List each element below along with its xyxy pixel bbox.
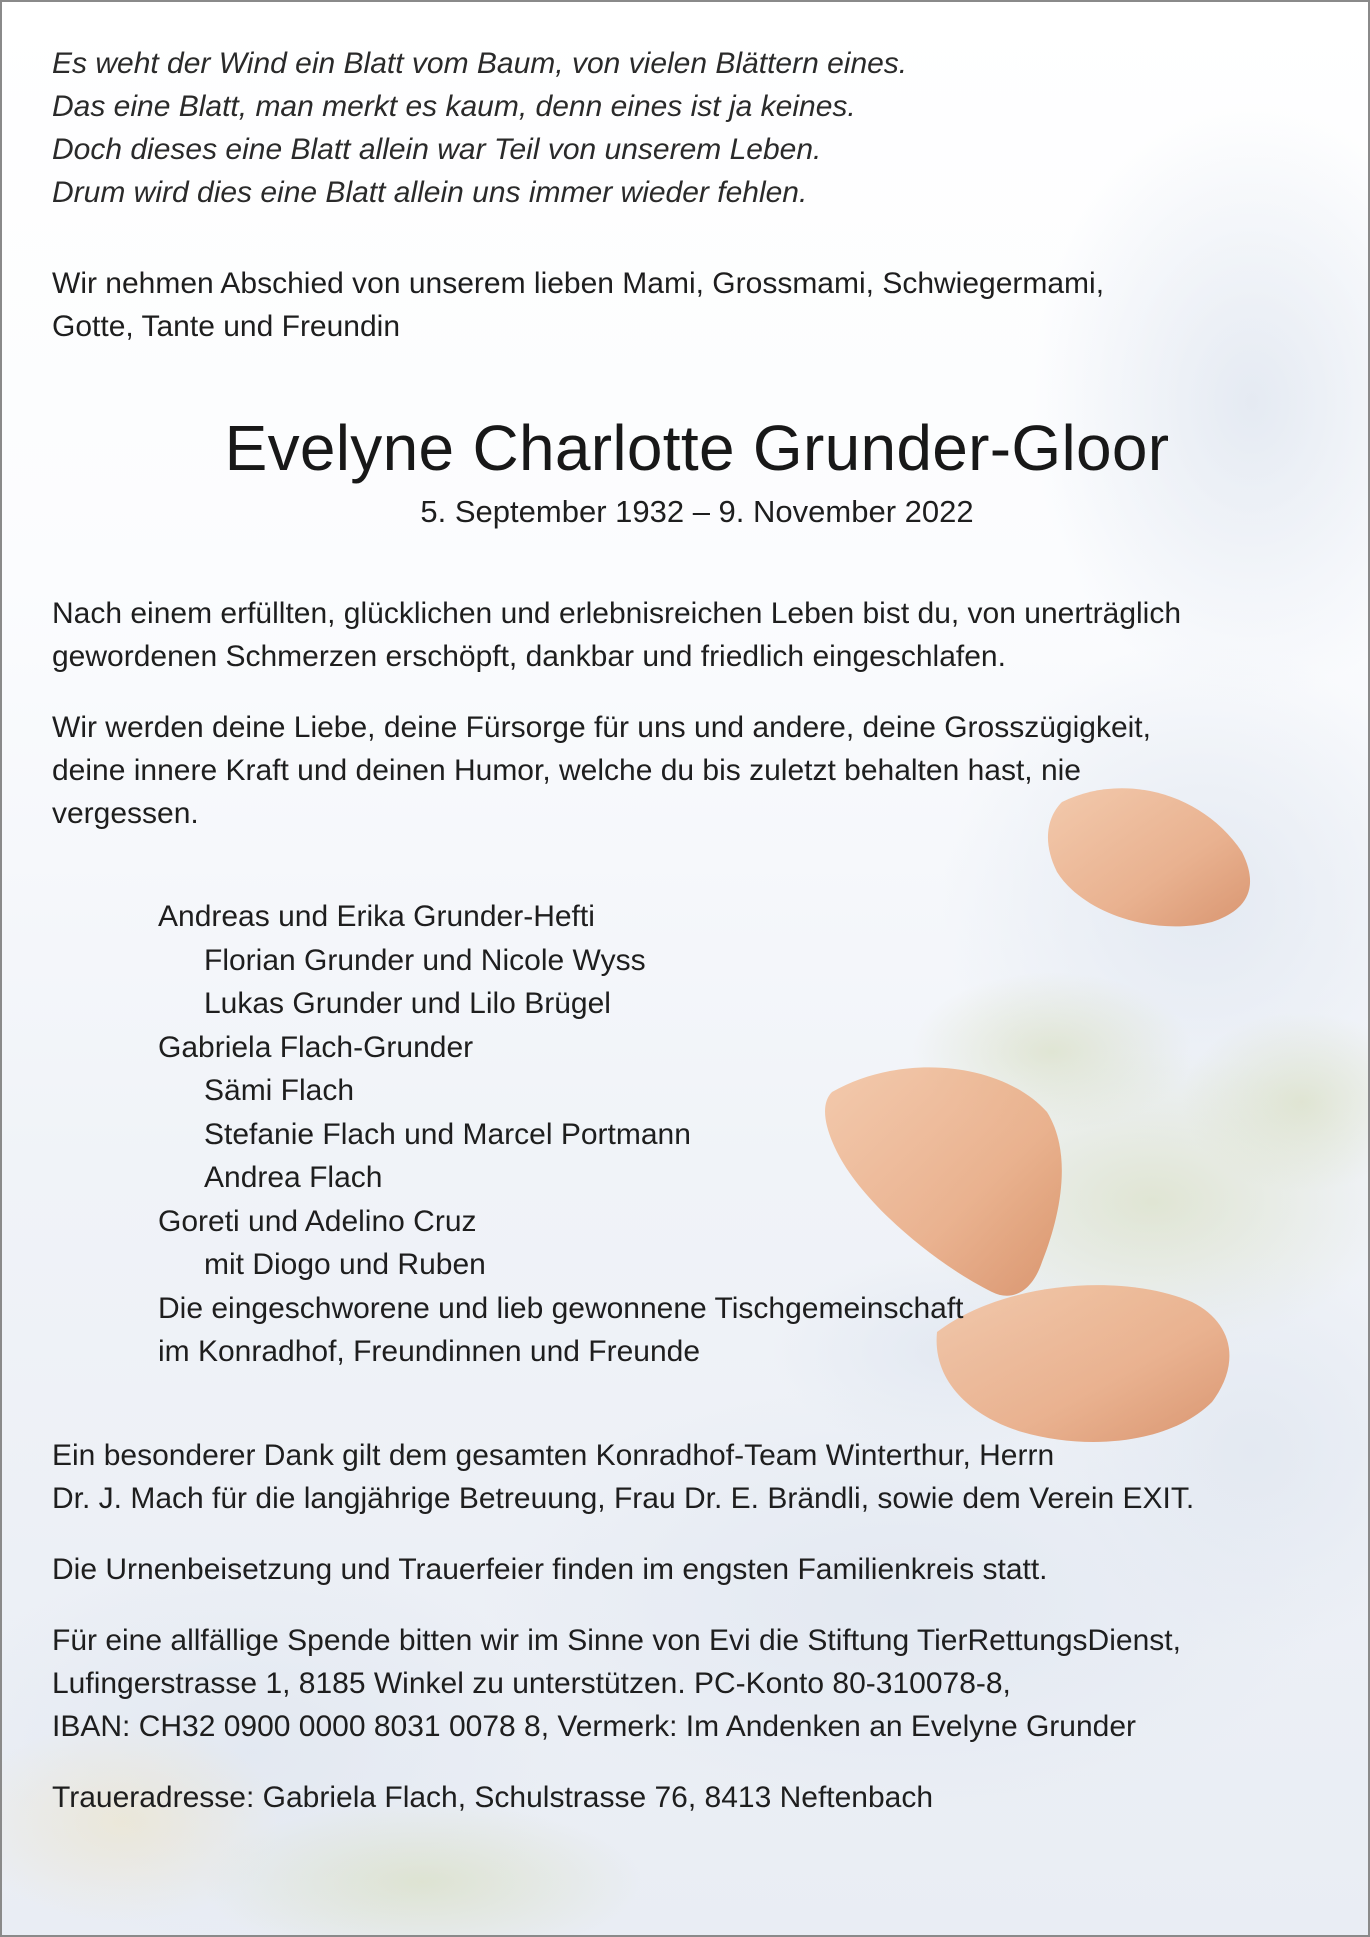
- mourner-entry: im Konradhof, Freundinnen und Freunde: [158, 1335, 701, 1368]
- life-dates: 5. September 1932 – 9. November 2022: [420, 494, 974, 529]
- mourners-list: [52, 895, 1342, 1374]
- poem-line: Doch dieses eine Blatt allein war Teil von unserem Leben.: [52, 133, 822, 166]
- paragraph-line: Nach einem erfüllten, glücklichen und erlebnisreichen Leben bist du, von unerträglich: [52, 597, 1182, 630]
- mourner-entry: Goreti und Adelino Cruz: [158, 1204, 477, 1238]
- ceremony-notice: Die Urnenbeisetzung und Trauerfeier finden im engsten Familienkreis statt.: [52, 1552, 1048, 1586]
- thanks-paragraph: [52, 1434, 1342, 1520]
- donation-paragraph: [52, 1619, 1342, 1748]
- mourner-entry: Lukas Grunder und Lilo Brügel: [204, 987, 611, 1020]
- paragraph-line: Lufingerstrasse 1, 8185 Winkel zu unterstützen. PC-Konto 80-310078-8,: [52, 1666, 1011, 1700]
- mourning-address: Traueradresse: Gabriela Flach, Schulstrasse 76, 8413 Neftenbach: [52, 1780, 934, 1814]
- mourner-entry: Andrea Flach: [204, 1161, 383, 1194]
- paragraph-line: Ein besonderer Dank gilt dem gesamten Konradhof-Team Winterthur, Herrn: [52, 1438, 1055, 1472]
- mourner-entry: Florian Grunder und Nicole Wyss: [204, 943, 646, 977]
- poem-line: Drum wird dies eine Blatt allein uns immer wieder fehlen.: [52, 176, 808, 209]
- paragraph-line: gewordenen Schmerzen erschöpft, dankbar und friedlich eingeschlafen.: [52, 640, 1006, 673]
- poem: [52, 42, 1342, 214]
- paragraph-line: Für eine allfällige Spende bitten wir im Sinne von Evi die Stiftung TierRettungsDienst,: [52, 1623, 1181, 1657]
- mourner-entry: Sämi Flach: [204, 1074, 355, 1107]
- mourner-entry: Andreas und Erika Grunder-Hefti: [158, 900, 595, 933]
- mourner-entry: Gabriela Flach-Grunder: [158, 1030, 474, 1064]
- paragraph-line: vergessen.: [52, 797, 199, 830]
- intro-line: Wir nehmen Abschied von unserem lieben Mami, Grossmami, Schwiegermami,: [52, 267, 1105, 300]
- remembrance-paragraph: [52, 706, 1342, 835]
- paragraph-line: Dr. J. Mach für die langjährige Betreuung, Frau Dr. E. Brändli, sowie dem Verein EXIT.: [52, 1481, 1195, 1515]
- mourner-entry: mit Diogo und Ruben: [204, 1248, 486, 1281]
- obituary-content: [52, 42, 1342, 1819]
- deceased-name: Evelyne Charlotte Grunder-Gloor: [224, 412, 1170, 484]
- paragraph-line: Wir werden deine Liebe, deine Fürsorge für uns und andere, deine Grosszügigkeit,: [52, 711, 1151, 744]
- mourner-entry: Stefanie Flach und Marcel Portmann: [204, 1117, 691, 1151]
- intro-line: Gotte, Tante und Freundin: [52, 310, 401, 343]
- paragraph-line: deine innere Kraft und deinen Humor, welche du bis zuletzt behalten hast, nie: [52, 754, 1081, 787]
- poem-line: Es weht der Wind ein Blatt vom Baum, von vielen Blättern eines.: [52, 47, 908, 80]
- poem-line: Das eine Blatt, man merkt es kaum, denn eines ist ja keines.: [52, 90, 856, 123]
- intro-text: [52, 262, 1342, 348]
- mourner-entry: Die eingeschworene und lieb gewonnene Tischgemeinschaft: [158, 1291, 964, 1325]
- paragraph-line: IBAN: CH32 0900 0000 8031 0078 8, Vermerk: Im Andenken an Evelyne Grunder: [52, 1709, 1137, 1743]
- farewell-paragraph: [52, 592, 1342, 678]
